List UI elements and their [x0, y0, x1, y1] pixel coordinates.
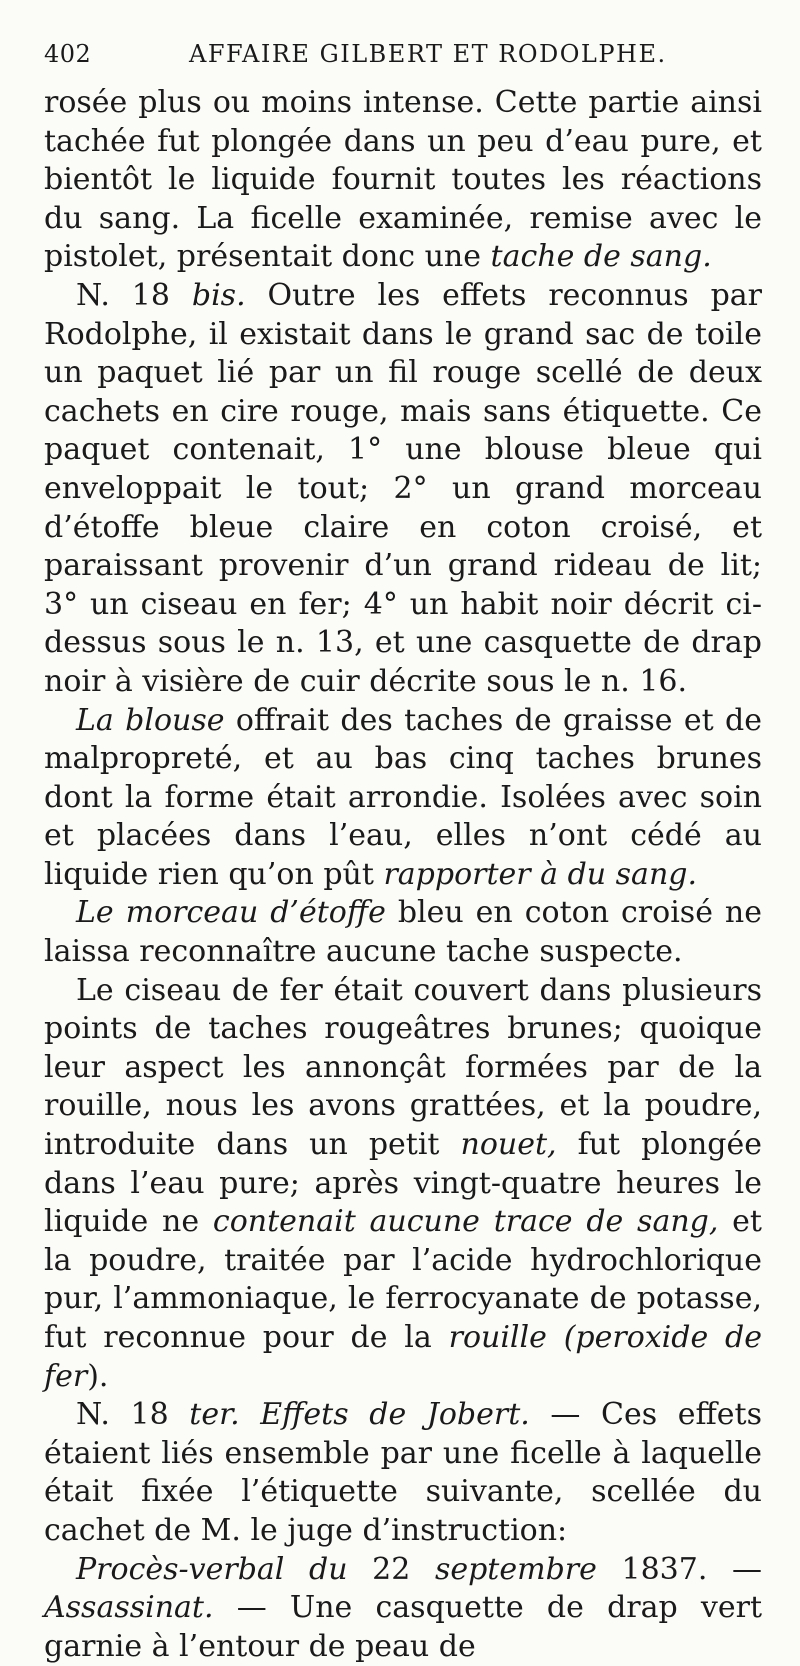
text-run: offrait des taches de graisse et de malpropreté, et au bas cinq taches brunes dont la forme était arrondie. Isolées avec soin et placées dans l’eau, elles n’ont cédé au liquide rien qu’on pût: [44, 702, 762, 892]
running-title: AFFAIRE GILBERT ET RODOLPHE.: [189, 40, 667, 68]
page-body: [44, 84, 762, 1666]
italic-run: bis.: [191, 277, 246, 313]
text-run: — Une casquette de drap vert garnie à l’entour de peau de: [44, 1590, 762, 1664]
page-header: [44, 34, 764, 78]
italic-run: rouille (peroxide de fer: [44, 1320, 762, 1394]
italic-run: ter. Effets de Jobert.: [189, 1397, 530, 1433]
paragraph-6: [44, 1396, 762, 1550]
text-run: N. 18: [76, 277, 192, 313]
italic-run: tache de sang.: [490, 239, 712, 275]
italic-run: nouet,: [460, 1127, 557, 1163]
italic-run: Assassinat.: [44, 1590, 214, 1626]
text-run: Le ciseau de fer était couvert dans plusieurs points de taches rougeâtres brunes; quoique leur aspect les annonçât formées par de la rouille, nous les avons grattées, et la poudre, introduite dans un petit: [44, 972, 762, 1163]
paragraph-7: [44, 1551, 762, 1666]
paragraph-2: [44, 277, 762, 702]
italic-run: septembre: [434, 1551, 597, 1587]
text-run: rosée plus ou moins intense. Cette partie ainsi tachée fut plongée dans un peu d’eau pure, et bientôt le liquide fournit toutes les réactions du sang. La ficelle examinée, remise avec le pistolet, présentait donc une: [44, 85, 762, 275]
text-run: — Ces effets étaient liés ensemble par une ficelle à laquelle était fixée l’étiquette suivante, scellée du cachet de M. le juge d’instruction:: [44, 1397, 763, 1548]
text-run: N. 18: [76, 1397, 190, 1433]
text-run: ).: [87, 1358, 109, 1394]
italic-run: Procès-verbal du: [76, 1551, 348, 1587]
italic-run: La blouse: [76, 702, 225, 738]
italic-run: Le morceau d’étoffe: [76, 895, 386, 931]
text-run: 22: [347, 1551, 435, 1587]
page-number: 402: [44, 40, 92, 68]
text-run: bleu en coton croisé ne laissa reconnaître aucune tache suspecte.: [44, 895, 762, 970]
text-run: 1837. —: [596, 1551, 762, 1587]
text-run: et la poudre, traitée par l’acide hydrochlorique pur, l’ammoniaque, le ferrocyanate de potasse, fut reconnue pour de la: [44, 1204, 762, 1355]
italic-run: rapporter à du sang.: [383, 856, 698, 892]
paragraph-3: [44, 702, 762, 895]
text-run: Outre les effets reconnus par Rodolphe, il existait dans le grand sac de toile un paquet lié par un fil rouge scellé de deux cachets en cire rouge, mais sans étiquette. Ce paquet contenait, 1° une blouse bleue qui enveloppait le tout; 2° un grand morceau d’étoffe bleue claire en coton croisé, et paraissant provenir d’un grand rideau de lit; 3° un ciseau en fer; 4° un habit noir décrit ci-dessus sous le n. 13, et une casquette de drap noir à visière de cuir décrite sous le n. 16.: [44, 277, 762, 699]
text-run: fut plongée dans l’eau pure; après vingt-quatre heures le liquide ne: [44, 1127, 762, 1240]
paragraph-5: [44, 972, 762, 1397]
paragraph-4: [44, 894, 762, 971]
italic-run: contenait aucune trace de sang,: [212, 1204, 719, 1240]
paragraph-1: [44, 84, 762, 277]
